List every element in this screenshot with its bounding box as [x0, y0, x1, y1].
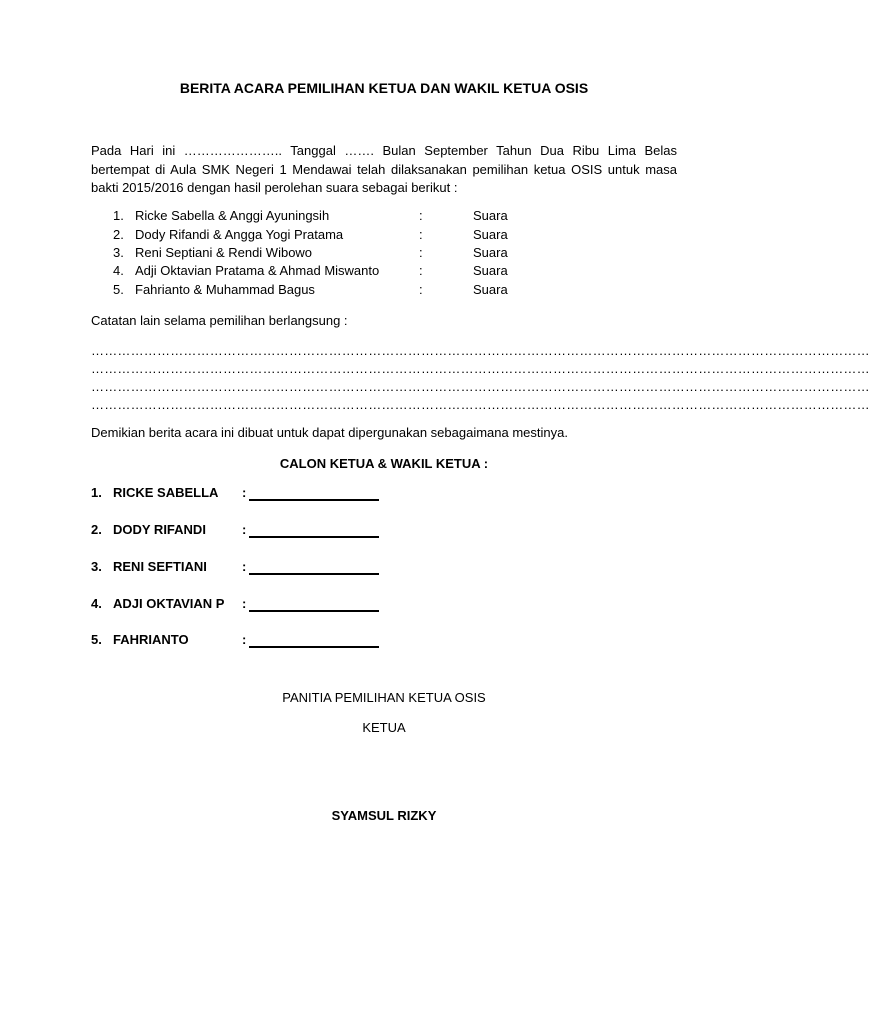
- vote-candidate-pair: Fahrianto & Muhammad Bagus: [135, 282, 315, 297]
- vote-candidate-pair: Adji Oktavian Pratama & Ahmad Miswanto: [135, 263, 380, 278]
- signatory-name: SYAMSUL RIZKY: [331, 808, 437, 823]
- vote-colon: :: [419, 208, 423, 223]
- vote-suara-label: Suara: [473, 282, 508, 297]
- vote-candidate-pair: Dody Rifandi & Angga Yogi Pratama: [135, 227, 344, 242]
- role-label: KETUA: [362, 720, 406, 735]
- candidates-heading: CALON KETUA & WAKIL KETUA :: [279, 456, 489, 471]
- vote-suara-label: Suara: [473, 227, 508, 242]
- vote-colon: :: [419, 245, 423, 260]
- candidate-colon: :: [242, 559, 247, 574]
- notes-dotted-line: ……………………………………………………………………………………………………………………………………………………………: [91, 343, 870, 358]
- notes-dotted-line: ……………………………………………………………………………………………………………………………………………………………: [91, 397, 870, 412]
- candidate-colon: :: [242, 596, 247, 611]
- notes-label: Catatan lain selama pemilihan berlangsung :: [91, 313, 348, 328]
- signature-line: [249, 610, 379, 612]
- vote-suara-label: Suara: [473, 263, 508, 278]
- vote-suara-label: Suara: [473, 208, 508, 223]
- candidate-name: RENI SEFTIANI: [113, 559, 207, 574]
- vote-candidate-pair: Reni Septiani & Rendi Wibowo: [135, 245, 313, 260]
- vote-suara-label: Suara: [473, 245, 508, 260]
- notes-dotted-line: ……………………………………………………………………………………………………………………………………………………………: [91, 361, 870, 376]
- candidate-name: RICKE SABELLA: [113, 485, 219, 500]
- document-title: BERITA ACARA PEMILIHAN KETUA DAN WAKIL KETUA OSIS: [179, 80, 589, 96]
- candidate-name: ADJI OKTAVIAN P: [113, 596, 225, 611]
- candidate-colon: :: [242, 485, 247, 500]
- vote-number: 1.: [113, 208, 124, 223]
- notes-dotted-line: ……………………………………………………………………………………………………………………………………………………………: [91, 379, 870, 394]
- closing-statement: Demikian berita acara ini dibuat untuk dapat dipergunakan sebagaimana mestinya.: [91, 425, 568, 440]
- intro-paragraph: Pada Hari ini ………………….. Tanggal ……. Bulan September Tahun Dua Ribu Lima Belas bertempat di Aula SMK Negeri 1 Mendawai telah dilaksanakan pemilihan ketua OSIS untuk masa bakti 2015/2016 dengan hasil perolehan suara sebagai berikut :: [91, 143, 677, 195]
- vote-colon: :: [419, 282, 423, 297]
- candidate-name: FAHRIANTO: [113, 632, 189, 647]
- vote-number: 3.: [113, 245, 124, 260]
- candidate-number: 3.: [91, 559, 102, 574]
- candidate-colon: :: [242, 522, 247, 537]
- candidate-colon: :: [242, 632, 247, 647]
- candidate-number: 5.: [91, 632, 102, 647]
- vote-colon: :: [419, 263, 423, 278]
- vote-number: 4.: [113, 263, 124, 278]
- signature-line: [249, 646, 379, 648]
- vote-number: 5.: [113, 282, 124, 297]
- candidate-number: 2.: [91, 522, 102, 537]
- candidate-number: 4.: [91, 596, 102, 611]
- vote-colon: :: [419, 227, 423, 242]
- committee-label: PANITIA PEMILIHAN KETUA OSIS: [282, 690, 486, 705]
- candidate-number: 1.: [91, 485, 102, 500]
- vote-candidate-pair: Ricke Sabella & Anggi Ayuningsih: [135, 208, 330, 223]
- signature-line: [249, 573, 379, 575]
- signature-line: [249, 536, 379, 538]
- candidate-name: DODY RIFANDI: [113, 522, 206, 537]
- vote-number: 2.: [113, 227, 124, 242]
- signature-line: [249, 499, 379, 501]
